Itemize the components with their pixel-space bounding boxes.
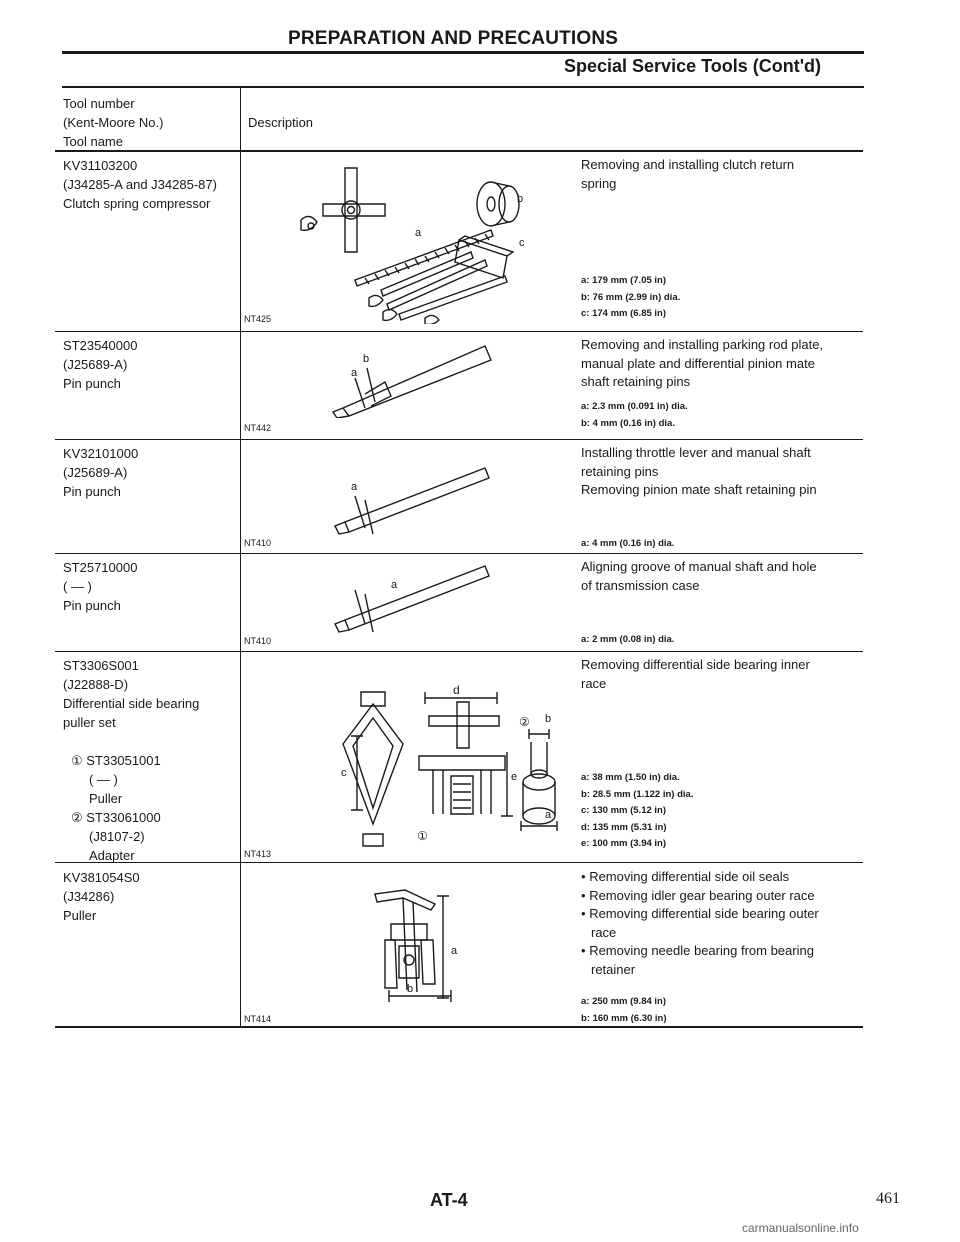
dimension-label: a: [351, 367, 358, 379]
description: [581, 444, 871, 500]
description-line: race: [581, 675, 607, 691]
nt-code: NT410: [244, 538, 272, 548]
dimension-label: b: [517, 193, 524, 205]
part-kent-moore-number: (J8107-2): [89, 829, 145, 844]
dimension-label: a: [351, 481, 358, 493]
tool-info: [63, 336, 241, 393]
part-kent-moore-number: ( — ): [89, 772, 118, 787]
description-line: Removing idler gear bearing outer race: [589, 887, 815, 903]
description-bullet: [581, 868, 871, 887]
tool-number: KV32101000: [63, 446, 139, 461]
tool-info: [63, 156, 241, 213]
dimension-label: a: [415, 227, 422, 239]
tool-info: [63, 444, 241, 501]
part-callout: ②: [519, 715, 530, 729]
tool-number: ST23540000: [63, 338, 138, 353]
dimension-text: d: 135 mm (5.31 in): [581, 821, 667, 833]
kent-moore-number: (J34286): [63, 889, 115, 904]
dimension-text: e: 100 mm (3.94 in): [581, 838, 667, 849]
part-item: [63, 751, 241, 770]
dimension-text: b: 160 mm (6.30 in): [581, 1012, 667, 1024]
puller-illustration: [355, 880, 495, 1012]
nt-code: NT442: [244, 423, 272, 433]
dimension-text: a: 4 mm (0.16 in) dia.: [581, 538, 675, 549]
dimension-label: b: [407, 983, 414, 995]
tool-name: Pin punch: [63, 484, 121, 499]
tool-number: KV31103200: [63, 158, 138, 173]
part-callout: ①: [417, 829, 428, 843]
spacer: [63, 732, 241, 751]
column-head-description: Description: [248, 115, 314, 130]
bullet-icon: •: [581, 943, 586, 958]
column-head-line: (Kent-Moore No.): [63, 115, 164, 130]
dimension-label: e: [511, 771, 518, 783]
kent-moore-number: (J25689-A): [63, 465, 128, 480]
description-bullet: [581, 942, 871, 961]
dimension-label: b: [363, 353, 370, 365]
description-line: Removing differential side bearing inner: [581, 657, 810, 672]
description: [581, 156, 871, 193]
description: [581, 558, 871, 595]
tool-name: Differential side bearing: [63, 696, 200, 711]
description-line: retainer: [591, 961, 636, 977]
tool-name: puller set: [63, 715, 116, 730]
dimension-label: a: [451, 945, 458, 957]
dimension-label: c: [341, 767, 347, 779]
bearing-puller-set-illustration: [333, 684, 573, 850]
tool-row: [55, 444, 863, 550]
dimension-text: a: 38 mm (1.50 in) dia.: [581, 772, 680, 783]
page-subtitle: Special Service Tools (Cont'd): [564, 56, 822, 76]
dimension-text: b: 76 mm (2.99 in) dia.: [581, 291, 681, 303]
page-title: PREPARATION AND PRECAUTIONS: [288, 28, 619, 49]
dimension-list: [581, 273, 680, 323]
part-tool-number: ST33061000: [86, 810, 161, 825]
nt-code: NT413: [244, 849, 272, 859]
tool-name: Clutch spring compressor: [63, 196, 211, 211]
dimension-list: [581, 770, 693, 853]
tool-row: [55, 156, 863, 328]
watermark: carmanualsonline.info: [742, 1221, 859, 1235]
description-bullet: [581, 887, 871, 906]
description-line: race: [591, 924, 617, 940]
part-name: Adapter: [89, 848, 135, 863]
row-separator: [55, 439, 863, 440]
dimension-text: b: 28.5 mm (1.122 in) dia.: [581, 788, 694, 800]
pin-punch-illustration: [325, 464, 505, 540]
bullet-icon: •: [581, 869, 586, 884]
dimension-text: a: 2 mm (0.08 in) dia.: [581, 634, 675, 645]
description: [581, 868, 871, 979]
kent-moore-number: (J34285-A and J34285-87): [63, 177, 217, 192]
header-rule-2: [62, 86, 864, 88]
clutch-spring-compressor-illustration: [295, 160, 525, 324]
part-number-marker: ②: [71, 810, 83, 825]
tool-number: ST25710000: [63, 560, 138, 575]
header-rule: [62, 51, 864, 54]
tool-row: [55, 656, 863, 863]
dimension-label: b: [545, 713, 552, 725]
description-line: Removing differential side oil seals: [589, 869, 790, 884]
description-line: Removing and installing parking rod plate,: [581, 337, 824, 352]
tool-row: [55, 868, 863, 1024]
description-line: Installing throttle lever and manual shaft: [581, 445, 811, 460]
page-number: 461: [876, 1190, 900, 1207]
row-separator: [55, 150, 863, 152]
table-bottom-rule: [55, 1026, 863, 1028]
bullet-icon: •: [581, 906, 586, 921]
dimension-list: [581, 536, 674, 553]
dimension-label: d: [453, 684, 460, 697]
description-line: Removing pinion mate shaft retaining pin: [581, 482, 817, 497]
column-head-line: Tool name: [63, 134, 123, 149]
dimension-list: [581, 399, 688, 432]
nt-code: NT414: [244, 1014, 272, 1024]
nt-code: NT425: [244, 314, 272, 324]
description-bullet: [581, 905, 871, 924]
dimension-label: a: [545, 809, 552, 821]
column-head-tool: [63, 94, 163, 151]
tool-info: [63, 558, 241, 615]
part-tool-number: ST33051001: [86, 753, 161, 768]
pin-punch-illustration: [325, 338, 505, 418]
nt-code: NT410: [244, 636, 272, 646]
description-line: shaft retaining pins: [581, 374, 691, 389]
description: [581, 656, 871, 693]
description: [581, 336, 871, 392]
dimension-text: a: 2.3 mm (0.091 in) dia.: [581, 401, 688, 412]
description-line: of transmission case: [581, 577, 700, 593]
description-line: Aligning groove of manual shaft and hole: [581, 559, 817, 574]
dimension-text: c: 130 mm (5.12 in): [581, 805, 667, 816]
tool-name: Pin punch: [63, 598, 121, 613]
kent-moore-number: (J22888-D): [63, 677, 129, 692]
dimension-text: a: 250 mm (9.84 in): [581, 996, 667, 1007]
description-line: Removing differential side bearing outer: [589, 906, 819, 921]
dimension-label: a: [391, 579, 398, 591]
row-separator: [55, 651, 863, 652]
description-line: Removing and installing clutch return: [581, 157, 795, 172]
dimension-list: [581, 632, 674, 649]
pin-punch-illustration: [325, 562, 505, 638]
section-page-code: AT-4: [430, 1190, 468, 1210]
tool-row: [55, 336, 863, 436]
description-line: Removing needle bearing from bearing: [589, 943, 814, 958]
dimension-label: c: [519, 237, 525, 249]
tool-info: [63, 868, 241, 925]
tool-info: [63, 656, 241, 865]
dimension-text: c: 174 mm (6.85 in): [581, 308, 667, 319]
description-line: manual plate and differential pinion mate: [581, 355, 815, 371]
tool-row: [55, 558, 863, 648]
part-item: [63, 808, 241, 827]
bullet-icon: •: [581, 887, 586, 903]
kent-moore-number: (J25689-A): [63, 357, 128, 372]
column-head-line: Tool number: [63, 96, 135, 111]
dimension-list: [581, 994, 667, 1027]
dimension-text: a: 179 mm (7.05 in): [581, 275, 667, 286]
tool-number: KV381054S0: [63, 870, 140, 885]
tool-name: Pin punch: [63, 376, 121, 391]
description-line: retaining pins: [581, 463, 659, 479]
kent-moore-number: ( — ): [63, 579, 92, 594]
part-name: Puller: [89, 791, 123, 806]
part-number-marker: ①: [71, 753, 83, 768]
tool-number: ST3306S001: [63, 658, 139, 673]
dimension-text: b: 4 mm (0.16 in) dia.: [581, 417, 675, 429]
description-line: spring: [581, 175, 617, 191]
row-separator: [55, 331, 863, 332]
row-separator: [55, 553, 863, 554]
tool-name: Puller: [63, 908, 97, 923]
